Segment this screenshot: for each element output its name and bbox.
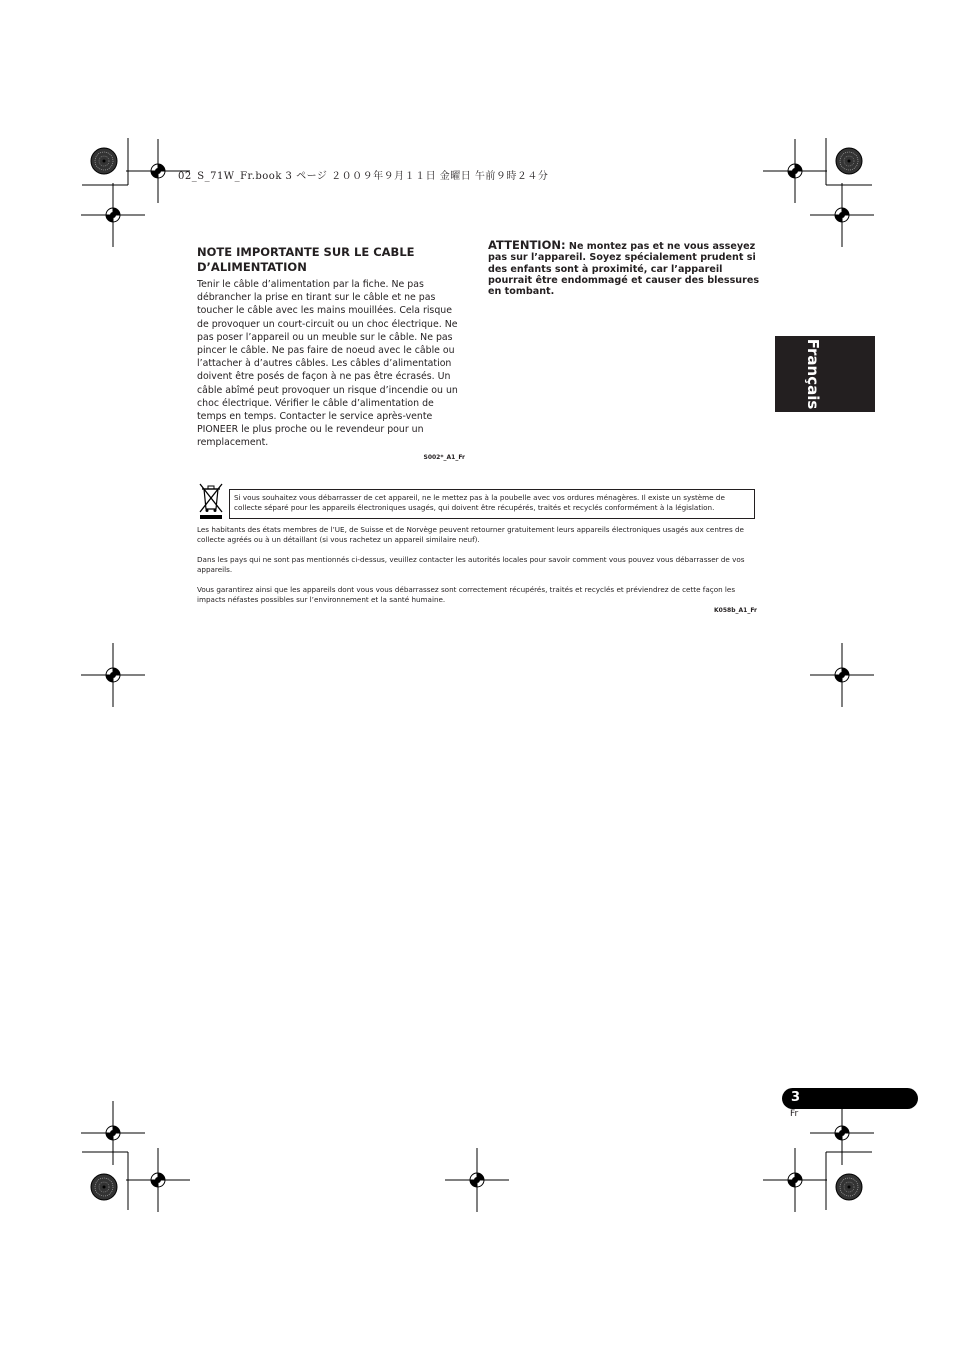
power-cable-section <box>197 245 465 461</box>
power-cable-title: NOTE IMPORTANTE SUR LE CABLE D’ALIMENTATION <box>197 245 415 274</box>
weee-paragraph-1: Les habitants des états membres de l’UE, de Suisse et de Norvège peuvent retourner gratuitement leurs appareils électroniques usagés aux centres de collecte agréés ou à un détaillant (si vous rachetez un appareil similaire neuf). <box>197 525 744 544</box>
file-info-line: 02_S_71W_Fr.book 3 ページ ２００９年９月１１日 金曜日 午前９時２４分 <box>178 171 549 182</box>
weee-notice-box: Si vous souhaitez vous débarrasser de cet appareil, ne le mettez pas à la poubelle avec vos ordures ménagères. Il existe un système de collecte séparé pour les appareils électroniques usagés, qui doivent être récupérés, traités et recyclés conformément à la législation. <box>229 489 755 519</box>
page-number-badge <box>782 1088 918 1109</box>
attention-label: ATTENTION: <box>488 238 566 252</box>
page-number: 3 <box>791 1090 801 1105</box>
weee-paragraph-2: Dans les pays qui ne sont pas mentionnés ci-dessus, veuillez contacter les autorités locales pour savoir comment vous pouvez vous débarrasser de vos appareils. <box>197 555 745 574</box>
weee-paragraph-3: Vous garantirez ainsi que les appareils dont vous vous débarrassez sont correctement récupérés, traités et recyclés et préviendrez de cette façon les impacts néfastes possibles sur l’environnement et la santé humaine. <box>197 585 736 604</box>
language-tab-label: Français <box>804 338 822 410</box>
attention-text: Ne montez pas et ne vous asseyez pas sur l’appareil. Soyez spécialement prudent si des enfants sont à proximité, car l’appareil pourrait être endommagé et causer des blessures en tombant. <box>488 241 760 298</box>
attention-section <box>488 240 760 297</box>
power-cable-code: S002*_A1_Fr <box>423 453 465 461</box>
weee-code: K058b_A1_Fr <box>714 607 757 614</box>
language-code: Fr <box>790 1109 799 1119</box>
crossed-bin-icon <box>197 481 225 521</box>
power-cable-body: Tenir le câble d’alimentation par la fiche. Ne pas débrancher la prise en tirant sur le câble et ne pas toucher le câble avec les mains mouillées. Cela risque de provoquer un court-circuit ou un choc électrique. Ne pas poser l’appareil ou un meuble sur le câble. Ne pas pincer le câble. Ne pas faire de noeud avec le câble ou l’attacher à d’autres câbles. Les câbles d’alimentation doivent être posés de façon à ne pas être écrasés. Un câble abîmé peut provoquer un risque d’incendie ou un choc électrique. Vérifier le câble d’alimentation de temps en temps. Contacter le service après-vente PIONEER le plus proche ou le revendeur pour un remplacement. <box>197 279 458 449</box>
language-tab <box>775 336 875 412</box>
